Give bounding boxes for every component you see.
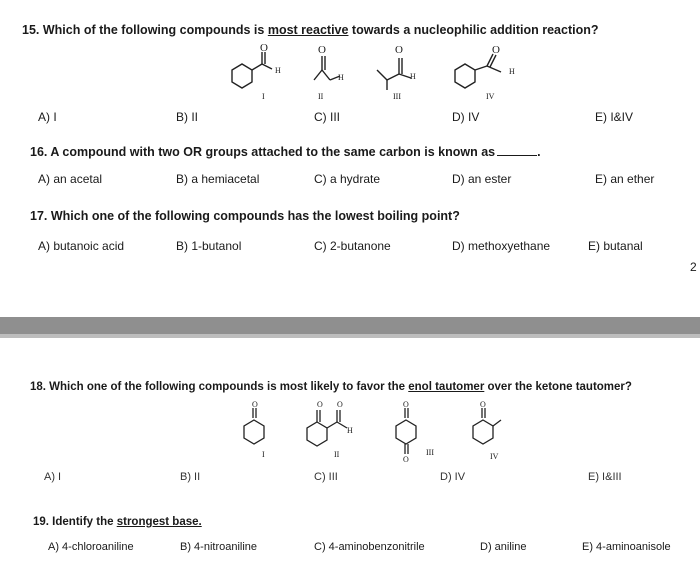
q17-option-c[interactable]: C) 2-butanone [314, 239, 391, 253]
q18-s4-o: O [480, 400, 486, 409]
q18-structure-1 [236, 402, 276, 457]
q18-s1-label: I [262, 450, 265, 459]
q19-option-e[interactable]: E) 4-aminoanisole [582, 541, 671, 553]
q15-prompt: 15. Which of the following compounds is most reactive towards a nucleophilic addition reaction? [22, 23, 599, 37]
q16-option-c[interactable]: C) a hydrate [314, 172, 381, 186]
q16-prompt: 16. A compound with two OR groups attached to the same carbon is known as . [30, 145, 541, 159]
q15-s4-label: IV [486, 92, 495, 101]
page-marker: 2 [690, 260, 697, 274]
q18-s2-h: H [347, 426, 353, 435]
q15-s1-label: I [262, 92, 265, 101]
q15-s3-h: H [410, 72, 416, 81]
q16-option-d[interactable]: D) an ester [452, 172, 512, 186]
q16-option-e[interactable]: E) an ether [595, 172, 655, 186]
q19-option-c[interactable]: C) 4-aminobenzonitrile [314, 541, 425, 553]
q15-option-b[interactable]: B) II [176, 110, 199, 124]
q18-s1-o: O [252, 400, 258, 409]
q18-s2-o2: O [337, 400, 343, 409]
q18-s2-o1: O [317, 400, 323, 409]
q19-option-b[interactable]: B) 4-nitroaniline [180, 541, 258, 553]
q15-s2-o: O [318, 44, 326, 56]
q15-s2-label: II [318, 92, 324, 101]
page-break-shadow [0, 334, 700, 338]
q17-option-b[interactable]: B) 1-butanol [176, 239, 242, 253]
q17-option-a[interactable]: A) butanoic acid [38, 239, 125, 253]
q18-option-e[interactable]: E) I&III [588, 471, 622, 483]
q18-option-c[interactable]: C) III [314, 471, 338, 483]
q17-option-e[interactable]: E) butanal [588, 239, 643, 253]
q18-prompt: 18. Which one of the following compounds is most likely to favor the enol tautomer over the ketone tautomer? [30, 381, 632, 393]
q15-option-a[interactable]: A) I [38, 110, 57, 124]
q15-structure-1 [222, 40, 292, 100]
q15-s4-o: O [492, 44, 500, 56]
q18-s3-o1: O [403, 400, 409, 409]
q16-option-b[interactable]: B) a hemiacetal [176, 172, 260, 186]
q15-s1-h: H [275, 66, 281, 75]
q18-s3-o2: O [403, 455, 409, 464]
q16-blank [497, 155, 537, 156]
q15-option-e[interactable]: E) I&IV [595, 110, 634, 124]
q19-option-d[interactable]: D) aniline [480, 541, 527, 553]
q18-structure-4 [462, 402, 512, 462]
q15-s1-o: O [260, 42, 268, 54]
q15-s2-h: H [338, 73, 344, 82]
q18-option-b[interactable]: B) II [180, 471, 201, 483]
q18-s4-label: IV [490, 452, 499, 461]
q15-option-d[interactable]: D) IV [452, 110, 480, 124]
q18-s3-label: III [426, 448, 434, 457]
q17-prompt: 17. Which one of the following compounds has the lowest boiling point? [30, 209, 460, 223]
q18-structure-2 [305, 402, 365, 457]
q18-option-d[interactable]: D) IV [440, 471, 466, 483]
q17-option-d[interactable]: D) methoxyethane [452, 239, 551, 253]
q18-option-a[interactable]: A) I [44, 471, 62, 483]
q18-structure-3 [385, 402, 435, 467]
q15-s3-o: O [395, 44, 403, 56]
q18-s2-label: II [334, 450, 340, 459]
q15-s4-h: H [509, 67, 515, 76]
q19-prompt: 19. Identify the strongest base. [33, 516, 202, 528]
q19-option-a[interactable]: A) 4-chloroaniline [48, 541, 134, 553]
q16-option-a[interactable]: A) an acetal [38, 172, 103, 186]
q15-structure-2 [300, 40, 370, 100]
q15-s3-label: III [393, 92, 401, 101]
page-break-band [0, 317, 700, 334]
q15-option-c[interactable]: C) III [314, 110, 340, 124]
